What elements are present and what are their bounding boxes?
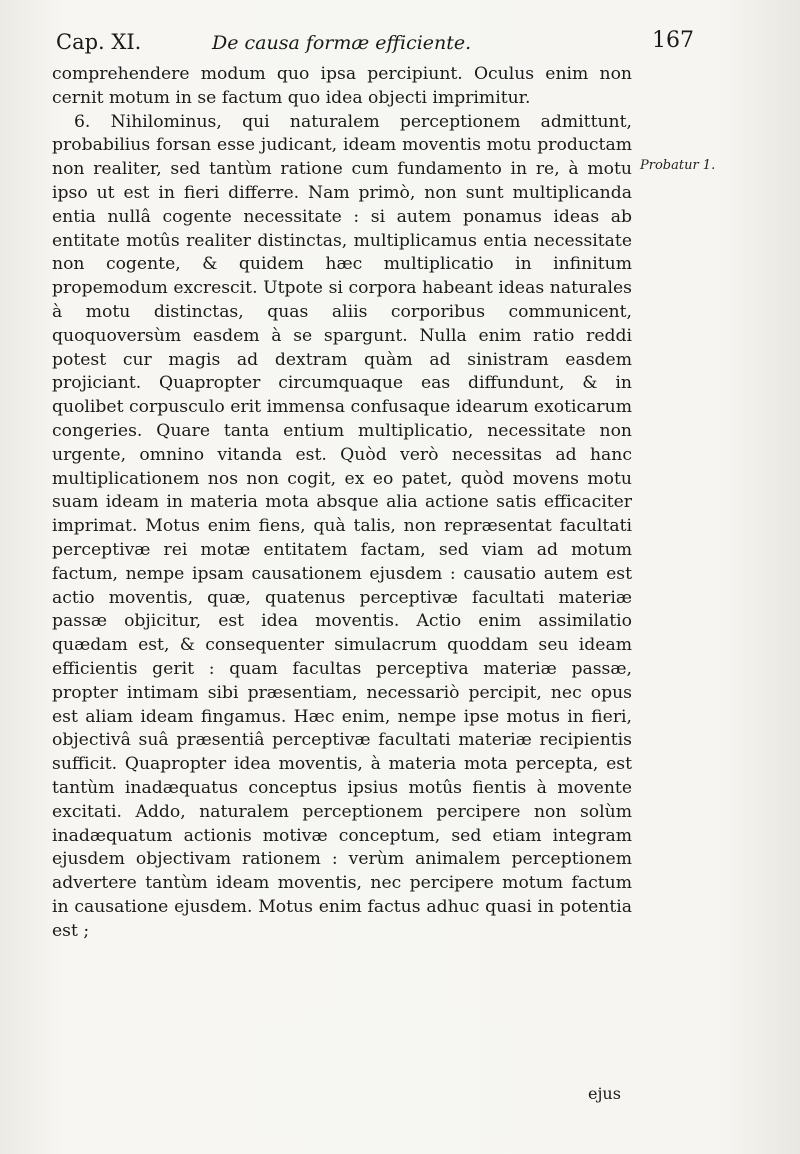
chapter-label: Cap. XI. xyxy=(56,30,142,54)
page-number: 167 xyxy=(652,28,694,53)
running-header xyxy=(52,22,712,62)
catchword: ejus xyxy=(588,1084,621,1103)
running-title: De causa formæ efficiente. xyxy=(212,32,472,54)
paragraph-continued: comprehendere modum quo ipsa percipiunt. Oculus enim non cernit motum in se factum quo idea objecti imprimitur. xyxy=(52,64,632,108)
paragraph-6: 6. Nihilominus, qui naturalem perceptionem admittunt, probabilius forsan esse judicant, ideam moventis motu productam non realiter, sed tantùm ratione cum fundamento in re, à motu ipso ut est in fieri differre. Nam primò, non sunt multiplicanda entia nullâ cogente necessitate : si autem ponamus ideas ab entitate motûs realiter distinctas, multiplicamus entia necessitate non cogente, & quidem hæc multiplicatio in infinitum propemodum excrescit. Utpote si corpora habeant ideas naturales à motu distinctas, quas aliis corporibus communicent, quoquoversùm easdem à se spargunt. Nulla enim ratio reddi potest cur magis ad dextram quàm ad sinistram easdem projiciant. Quapropter circumquaque eas diffundunt, & in quolibet corpusculo erit immensa confusaque idearum exoticarum congeries. Quare tanta entium multiplicatio, necessitate non urgente, omnino vitanda est. Quòd verò necessitas ad hanc multiplicationem nos non cogit, ex eo patet, quòd movens motu suam ideam in materia mota absque alia actione satis efficaciter imprimat. Motus enim fiens, quà talis, non repræsentat facultati perceptivæ rei motæ entitatem factam, sed viam ad motum factum, nempe ipsam causationem ejusdem : causatio autem est actio moventis, quæ, quatenus perceptivæ facultati materiæ passæ objicitur, est idea moventis. Actio enim assimilatio quædam est, & consequenter simulacrum quoddam seu ideam efficientis gerit : quam facultas perceptiva materiæ passæ, propter intimam sibi præsentiam, necessariò percipit, nec opus est aliam ideam fingamus. Hæc enim, nempe ipse motus in fieri, objectivâ suâ præsentiâ perceptivæ facultati materiæ recipientis sufficit. Quapropter idea moventis, à materia mota percepta, est tantùm inadæquatus conceptus ipsius motûs fientis à movente excitati. Addo, naturalem perceptionem percipere non solùm inadæquatum actionis motivæ conceptum, sed etiam integram ejusdem objectivam rationem : verùm animalem perceptionem advertere tantùm ideam moventis, nec percipere motum factum in causatione ejusdem. Motus enim factus adhuc quasi in potentia est ; xyxy=(52,111,632,941)
body-text xyxy=(52,63,632,943)
margin-note: Probatur 1. xyxy=(640,158,716,173)
